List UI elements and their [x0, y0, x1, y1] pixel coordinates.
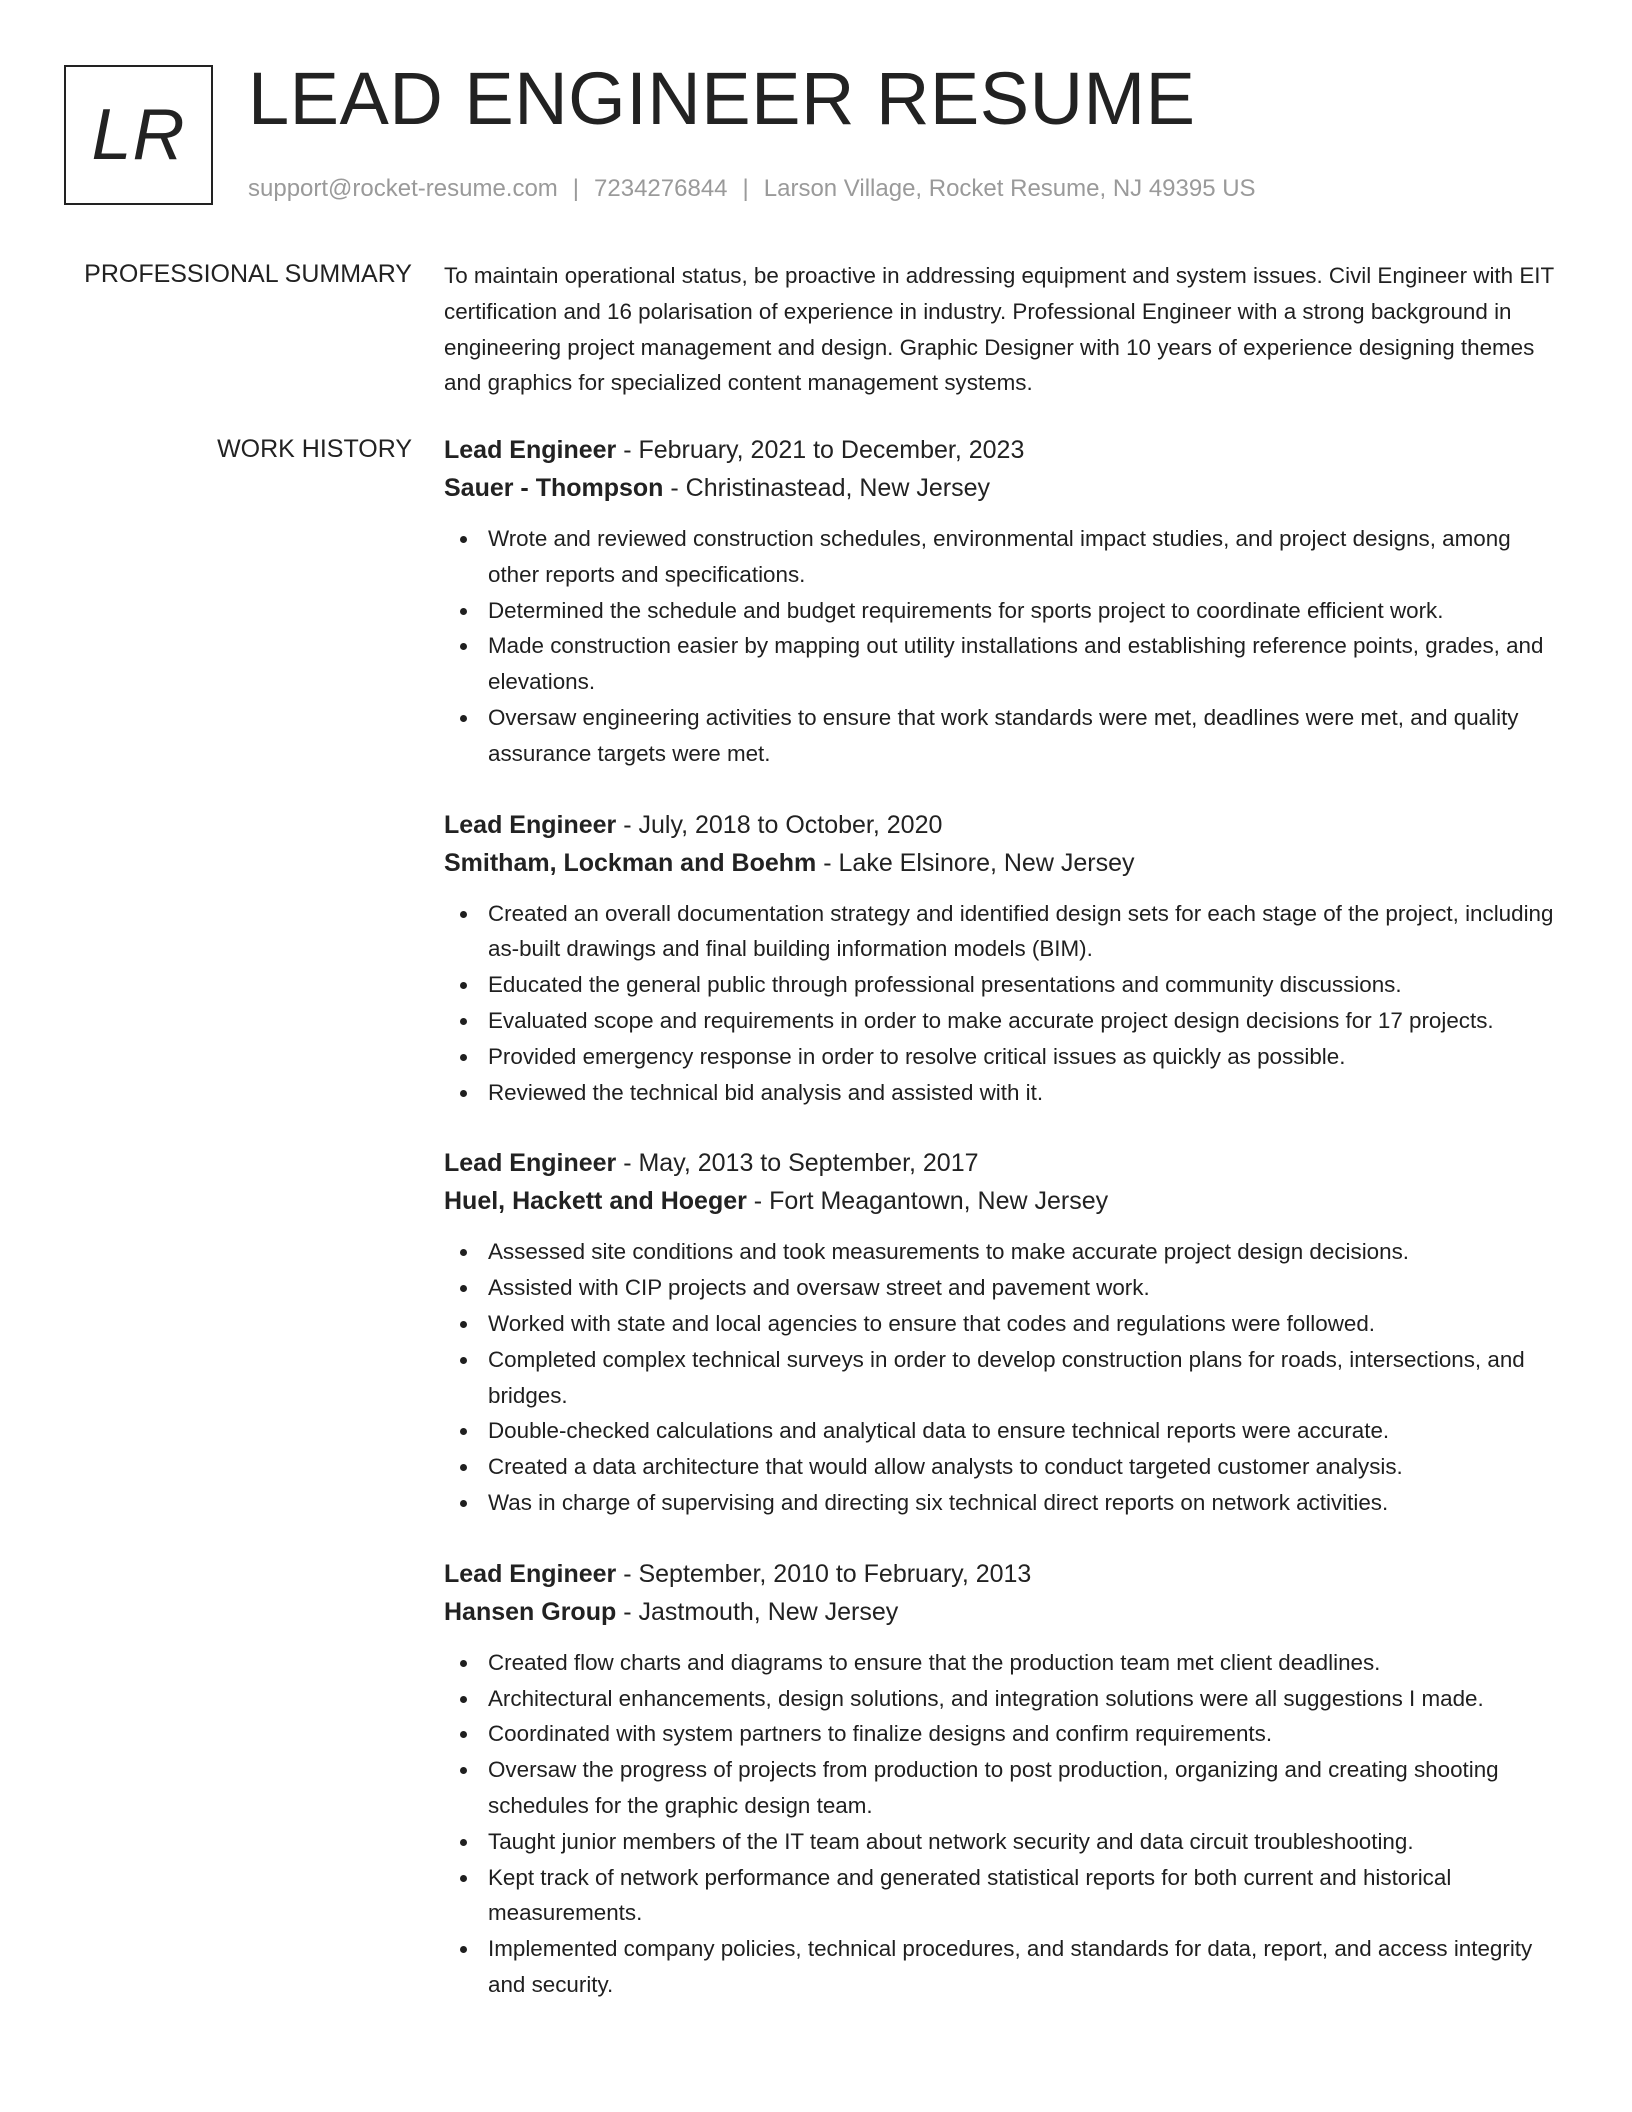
job-company: Huel, Hackett and Hoeger — [444, 1187, 747, 1216]
job-title: Lead Engineer — [444, 436, 617, 464]
job-location: - Christinastead, New Jersey — [663, 474, 990, 502]
bullet-item: Assisted with CIP projects and oversaw street and pavement work. — [444, 1270, 1564, 1306]
job-bullets — [444, 896, 1564, 1111]
job-entry — [444, 1555, 1564, 2003]
bullet-item: Taught junior members of the IT team about network security and data circuit troubleshooting. — [444, 1824, 1564, 1860]
monogram-badge — [64, 65, 213, 205]
job-title-line — [444, 1555, 1564, 1593]
monogram-initials: LR — [91, 95, 186, 175]
bullet-item: Oversaw engineering activities to ensure that work standards were met, deadlines were met, and quality assurance targets were met. — [444, 700, 1564, 772]
bullet-item: Coordinated with system partners to finalize designs and confirm requirements. — [444, 1716, 1564, 1752]
section-label-work-history: WORK HISTORY — [217, 435, 412, 463]
job-company-line — [444, 844, 1564, 882]
bullet-item: Reviewed the technical bid analysis and assisted with it. — [444, 1075, 1564, 1111]
job-entry — [444, 1144, 1564, 1520]
bullet-item: Created a data architecture that would allow analysts to conduct targeted customer analysis. — [444, 1449, 1564, 1485]
work-history-body — [444, 431, 1564, 2003]
bullet-item: Made construction easier by mapping out utility installations and establishing reference points, grades, and elevations. — [444, 628, 1564, 700]
bullet-item: Implemented company policies, technical procedures, and standards for data, report, and access integrity and security. — [444, 1931, 1564, 2003]
job-dates: - September, 2010 to February, 2013 — [616, 1559, 1032, 1588]
resume-title: LEAD ENGINEER RESUME — [248, 57, 1196, 140]
job-bullets — [444, 1645, 1564, 2003]
job-title: Lead Engineer — [444, 1559, 617, 1588]
contact-separator: | — [742, 175, 749, 202]
contact-line — [248, 174, 1256, 204]
contact-email[interactable]: support@rocket-resume.com — [248, 175, 558, 202]
bullet-item: Created flow charts and diagrams to ensure that the production team met client deadlines. — [444, 1645, 1564, 1681]
bullet-item: Assessed site conditions and took measurements to make accurate project design decisions. — [444, 1234, 1564, 1270]
contact-address: Larson Village, Rocket Resume, NJ 49395 US — [763, 175, 1256, 202]
job-dates: - July, 2018 to October, 2020 — [616, 810, 943, 839]
job-bullets — [444, 1234, 1564, 1520]
job-company: Sauer - Thompson — [444, 474, 664, 502]
summary-text: To maintain operational status, be proactive in addressing equipment and system issues. Civil Engineer with EIT certification and 16 polarisation of experience in industry. Professional Engineer with a strong background in engineering project management and design. Graphic Designer with 10 years of experience designing themes and graphics for specialized content management systems. — [444, 263, 1554, 396]
job-company: Hansen Group — [444, 1597, 617, 1626]
bullet-item: Worked with state and local agencies to ensure that codes and regulations were followed. — [444, 1306, 1564, 1342]
job-title: Lead Engineer — [444, 1149, 617, 1178]
bullet-item: Evaluated scope and requirements in order to make accurate project design decisions for 17 projects. — [444, 1003, 1564, 1039]
bullet-item: Wrote and reviewed construction schedules, environmental impact studies, and project designs, among other reports and specifications. — [444, 521, 1564, 593]
bullet-item: Created an overall documentation strategy and identified design sets for each stage of the project, including as-built drawings and final building information models (BIM). — [444, 896, 1564, 968]
contact-phone[interactable]: 7234276844 — [594, 175, 728, 202]
job-location: - Fort Meagantown, New Jersey — [746, 1187, 1109, 1216]
job-title: Lead Engineer — [444, 810, 617, 839]
job-company: Smitham, Lockman and Boehm — [444, 848, 817, 877]
job-location: - Lake Elsinore, New Jersey — [816, 848, 1135, 877]
job-company-line — [444, 1593, 1564, 1631]
job-bullets — [444, 521, 1564, 772]
job-company-line — [444, 469, 1564, 507]
bullet-item: Oversaw the progress of projects from production to post production, organizing and creating shooting schedules for the graphic design team. — [444, 1752, 1564, 1824]
bullet-item: Was in charge of supervising and directing six technical direct reports on network activities. — [444, 1485, 1564, 1521]
job-location: - Jastmouth, New Jersey — [616, 1597, 899, 1626]
job-entry — [444, 806, 1564, 1111]
job-dates: - February, 2021 to December, 2023 — [616, 436, 1025, 464]
job-title-line — [444, 431, 1564, 469]
bullet-item: Architectural enhancements, design solutions, and integration solutions were all suggestions I made. — [444, 1681, 1564, 1717]
bullet-item: Determined the schedule and budget requirements for sports project to coordinate efficient work. — [444, 593, 1564, 629]
bullet-item: Provided emergency response in order to resolve critical issues as quickly as possible. — [444, 1039, 1564, 1075]
job-title-line — [444, 806, 1564, 844]
summary-body — [444, 258, 1564, 401]
bullet-item: Educated the general public through professional presentations and community discussions. — [444, 967, 1564, 1003]
job-dates: - May, 2013 to September, 2017 — [616, 1149, 979, 1178]
contact-separator: | — [572, 175, 580, 202]
bullet-item: Kept track of network performance and generated statistical reports for both current and historical measurements. — [444, 1860, 1564, 1932]
bullet-item: Completed complex technical surveys in order to develop construction plans for roads, intersections, and bridges. — [444, 1342, 1564, 1414]
job-entry — [444, 431, 1564, 772]
bullet-item: Double-checked calculations and analytical data to ensure technical reports were accurate. — [444, 1413, 1564, 1449]
job-title-line — [444, 1144, 1564, 1182]
section-label-summary: PROFESSIONAL SUMMARY — [84, 260, 412, 288]
job-company-line — [444, 1182, 1564, 1220]
